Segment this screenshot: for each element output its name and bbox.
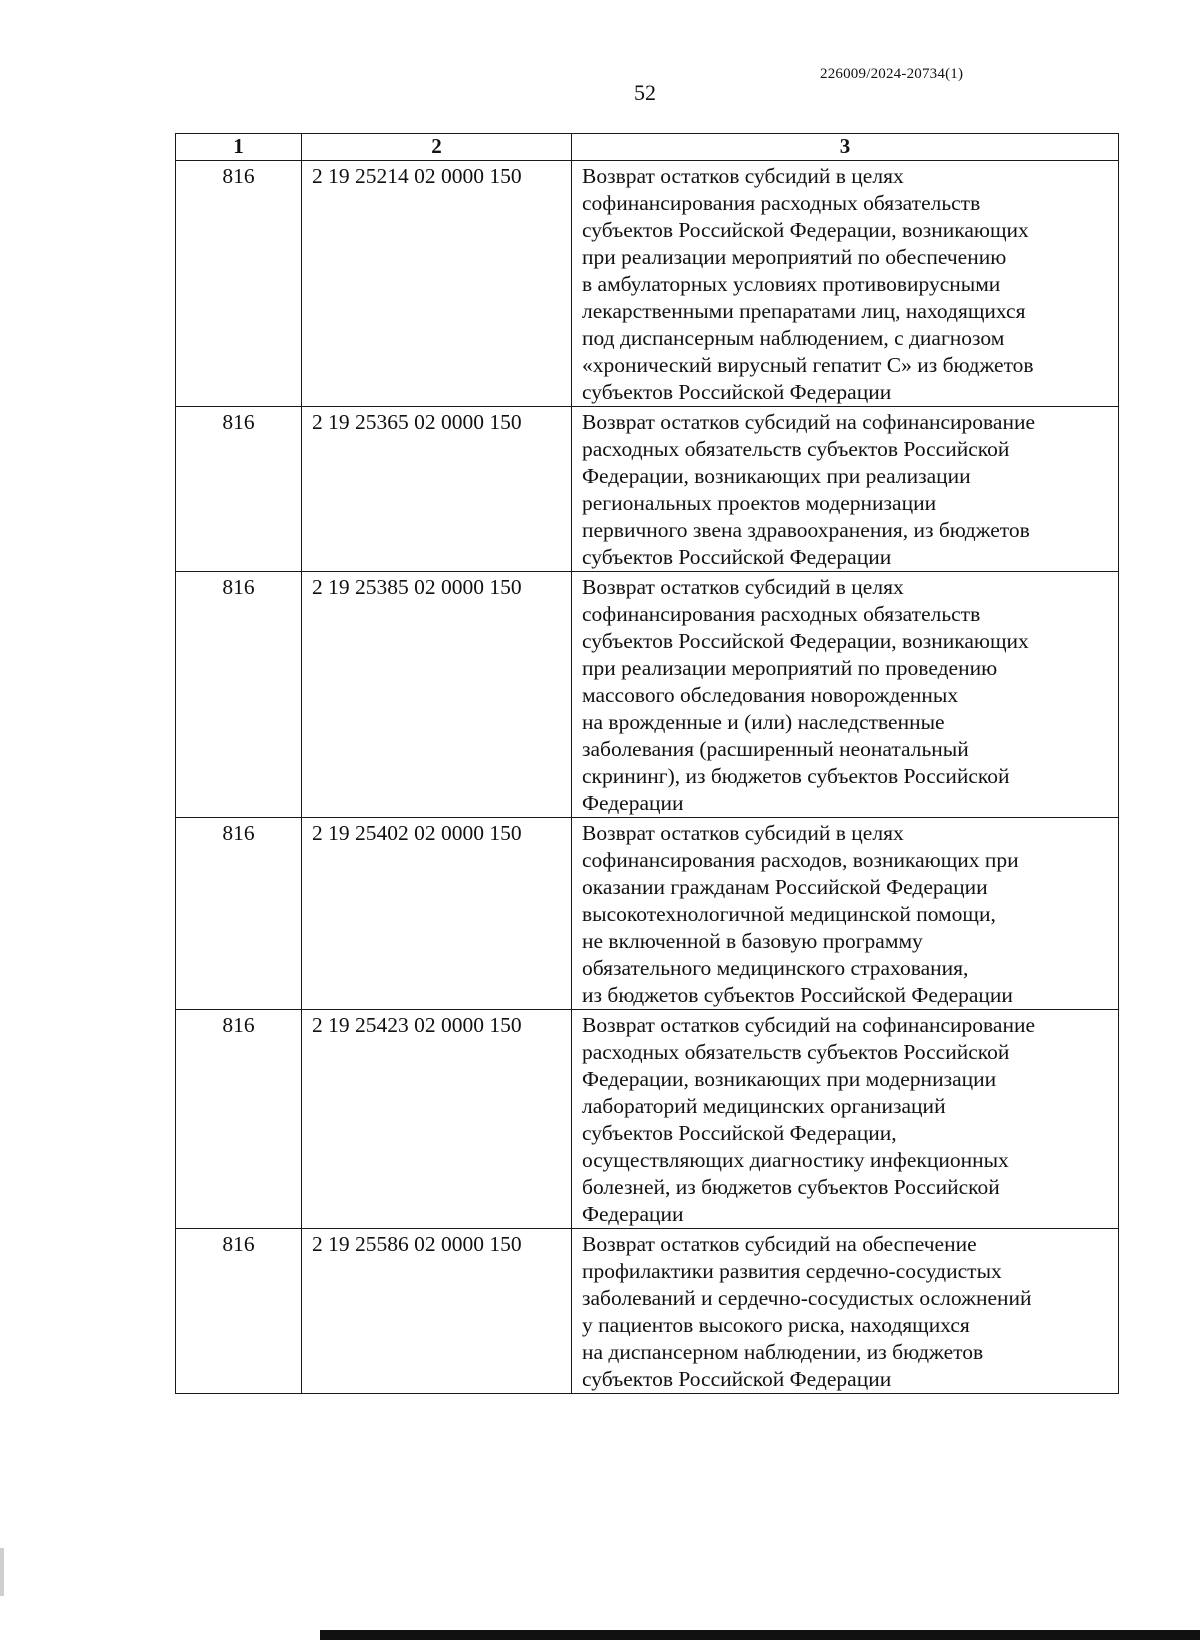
description-line: Федерации, возникающих при модернизации — [582, 1067, 997, 1091]
description-line: Федерации — [582, 791, 684, 815]
description-line: «хронический вирусный гепатит С» из бюджетов — [582, 353, 1034, 377]
description-line: региональных проектов модернизации — [582, 491, 937, 515]
page-number: 52 — [634, 80, 656, 105]
description-line: Возврат остатков субсидий в целях — [582, 164, 904, 188]
budget-code-cell: 2 19 25586 02 0000 150 — [302, 1229, 572, 1394]
description-line: не включенной в базовую программу — [582, 929, 923, 953]
description-line: обязательного медицинского страхования, — [582, 956, 969, 980]
admin-code-cell: 816 — [176, 818, 302, 1010]
column-header-3: 3 — [572, 134, 1119, 161]
description-line: у пациентов высокого риска, находящихся — [582, 1313, 970, 1337]
table-row — [176, 407, 1119, 572]
description-line: субъектов Российской Федерации — [582, 380, 892, 404]
column-header-1: 1 — [176, 134, 302, 161]
description-line: Возврат остатков субсидий в целях — [582, 821, 904, 845]
description-line: субъектов Российской Федерации — [582, 1367, 892, 1391]
description-line: Федерации, возникающих при реализации — [582, 464, 971, 488]
description-cell — [572, 1229, 1119, 1394]
description-line: субъектов Российской Федерации, возникающих — [582, 218, 1029, 242]
description-line: скрининг), из бюджетов субъектов Российской — [582, 764, 1010, 788]
description-line: субъектов Российской Федерации — [582, 545, 892, 569]
table-row — [176, 818, 1119, 1010]
description-cell — [572, 572, 1119, 818]
admin-code-cell: 816 — [176, 572, 302, 818]
description-cell — [572, 1010, 1119, 1229]
description-line: заболевания (расширенный неонатальный — [582, 737, 969, 761]
budget-code-cell: 2 19 25423 02 0000 150 — [302, 1010, 572, 1229]
document-registration-number: 226009/2024-20734(1) — [820, 66, 964, 82]
description-line: лекарственными препаратами лиц, находящихся — [582, 299, 1026, 323]
description-line: расходных обязательств субъектов Российской — [582, 437, 1010, 461]
budget-code-cell: 2 19 25214 02 0000 150 — [302, 161, 572, 407]
description-line: оказании гражданам Российской Федерации — [582, 875, 988, 899]
description-line: софинансирования расходных обязательств — [582, 191, 981, 215]
budget-classification-table — [175, 133, 1119, 1394]
description-cell — [572, 407, 1119, 572]
description-line: софинансирования расходных обязательств — [582, 602, 981, 626]
description-line: в амбулаторных условиях противовирусными — [582, 272, 1001, 296]
admin-code-cell: 816 — [176, 1229, 302, 1394]
budget-code-cell: 2 19 25385 02 0000 150 — [302, 572, 572, 818]
description-line: массового обследования новорожденных — [582, 683, 959, 707]
table-row — [176, 1229, 1119, 1394]
description-line: болезней, из бюджетов субъектов Российской — [582, 1175, 1000, 1199]
description-line: Возврат остатков субсидий на софинансирование — [582, 410, 1036, 434]
column-header-2: 2 — [302, 134, 572, 161]
description-line: на врожденные и (или) наследственные — [582, 710, 945, 734]
admin-code-cell: 816 — [176, 161, 302, 407]
description-line: при реализации мероприятий по обеспечению — [582, 245, 1007, 269]
table-header — [176, 134, 1119, 161]
budget-code-cell: 2 19 25365 02 0000 150 — [302, 407, 572, 572]
description-line: софинансирования расходов, возникающих при — [582, 848, 1019, 872]
description-line: заболеваний и сердечно-сосудистых осложнений — [582, 1286, 1032, 1310]
description-line: под диспансерным наблюдением, с диагнозом — [582, 326, 1005, 350]
description-line: Возврат остатков субсидий в целях — [582, 575, 904, 599]
table-body — [176, 161, 1119, 1394]
description-line: Возврат остатков субсидий на обеспечение — [582, 1232, 977, 1256]
description-line: осуществляющих диагностику инфекционных — [582, 1148, 1009, 1172]
table-row — [176, 1010, 1119, 1229]
description-line: при реализации мероприятий по проведению — [582, 656, 998, 680]
description-line: лабораторий медицинских организаций — [582, 1094, 946, 1118]
description-line: субъектов Российской Федерации, — [582, 1121, 897, 1145]
table-header-row — [176, 134, 1119, 161]
description-line: субъектов Российской Федерации, возникающих — [582, 629, 1029, 653]
description-line: профилактики развития сердечно-сосудистых — [582, 1259, 1002, 1283]
table-row — [176, 161, 1119, 407]
budget-code-cell: 2 19 25402 02 0000 150 — [302, 818, 572, 1010]
scan-edge-mark — [0, 1548, 4, 1596]
description-line: высокотехнологичной медицинской помощи, — [582, 902, 996, 926]
description-cell — [572, 818, 1119, 1010]
table-row — [176, 572, 1119, 818]
description-line: Возврат остатков субсидий на софинансирование — [582, 1013, 1036, 1037]
description-line: Федерации — [582, 1202, 684, 1226]
scan-bottom-rule — [320, 1630, 1200, 1640]
description-cell — [572, 161, 1119, 407]
description-line: расходных обязательств субъектов Российской — [582, 1040, 1010, 1064]
description-line: из бюджетов субъектов Российской Федерации — [582, 983, 1013, 1007]
admin-code-cell: 816 — [176, 407, 302, 572]
description-line: на диспансерном наблюдении, из бюджетов — [582, 1340, 984, 1364]
description-line: первичного звена здравоохранения, из бюджетов — [582, 518, 1030, 542]
admin-code-cell: 816 — [176, 1010, 302, 1229]
